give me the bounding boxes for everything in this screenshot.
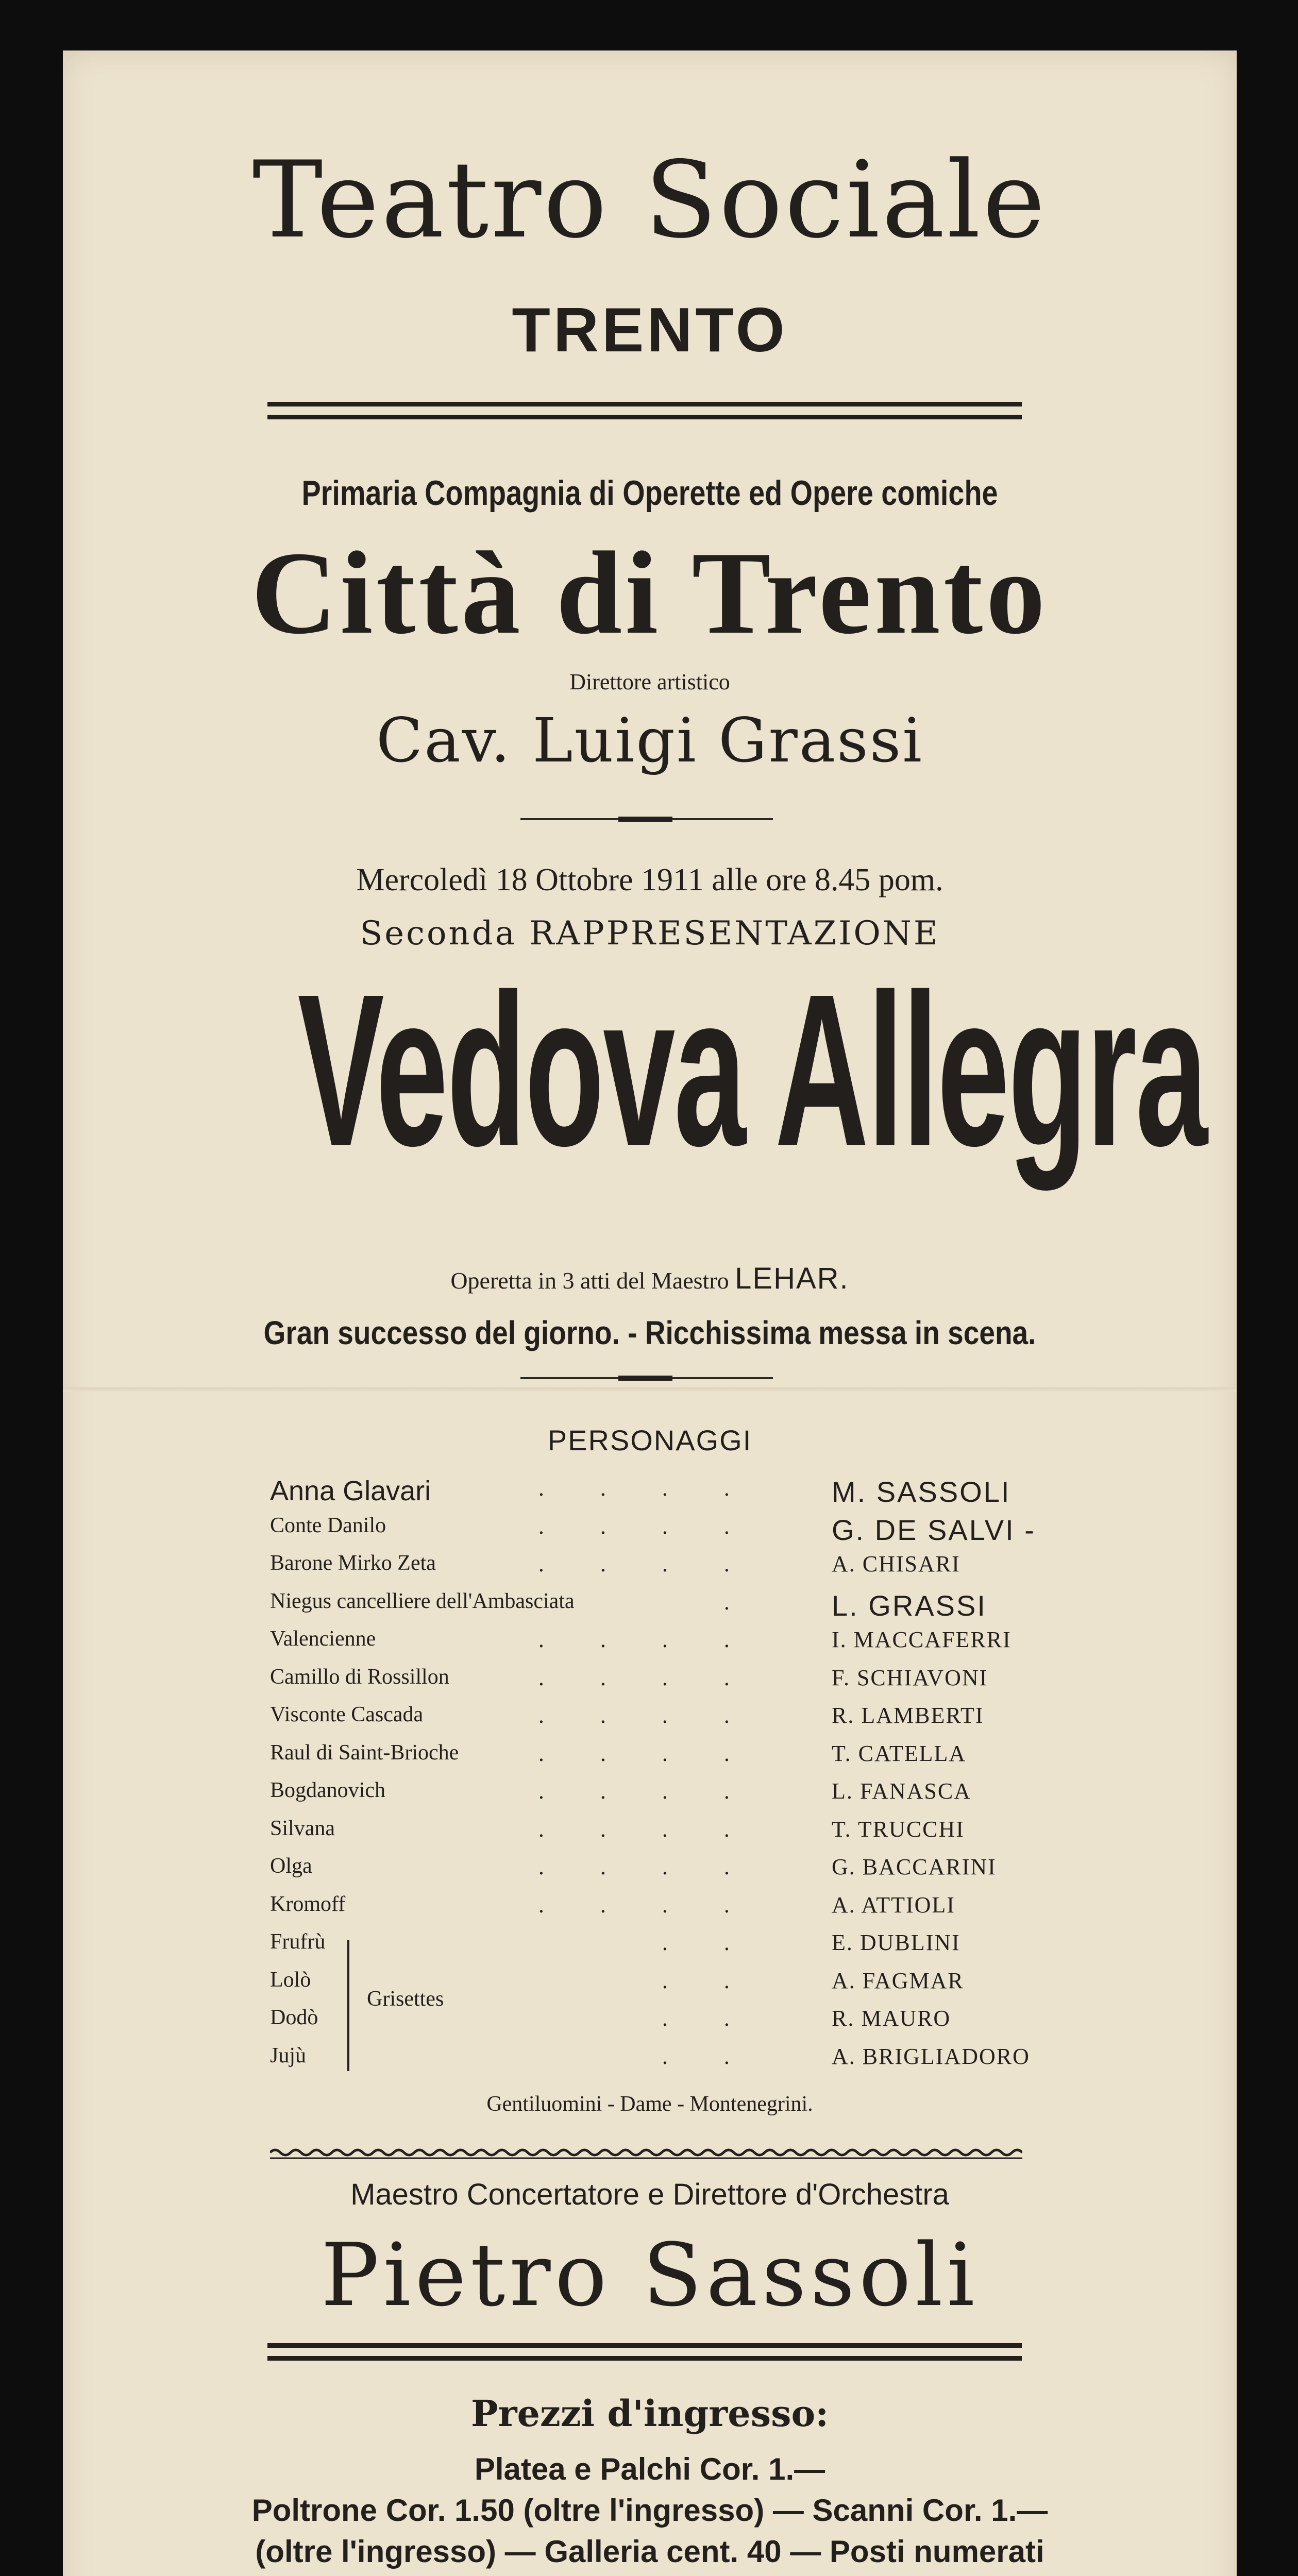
grisettes-label: Grisettes xyxy=(367,1987,444,2011)
cast-role: Dodò xyxy=(270,2006,318,2029)
ornament-rule-2 xyxy=(520,1377,773,1379)
cast-actor: A. FAGMAR xyxy=(832,1968,964,1993)
cast-role: Kromoff xyxy=(270,1892,346,1916)
cast-extras: Gentiluomini - Dame - Montenegrini. xyxy=(486,2092,813,2116)
cast-actor: E. DUBLINI xyxy=(832,1930,960,1955)
cast-role: Anna Glavari xyxy=(270,1476,431,1506)
double-rule-top xyxy=(267,402,1022,419)
cast-row: Lolò . . A. FAGMAR xyxy=(270,1968,964,1993)
cast-row: Conte Danilo . . . . G. DE SALVI - xyxy=(270,1514,1036,1546)
performance-number: Seconda RAPPRESENTAZIONE xyxy=(360,914,940,953)
cast-role: Niegus cancelliere dell'Ambasciata xyxy=(270,1589,575,1613)
cast-row: Kromoff . . . . A. ATTIOLI xyxy=(270,1892,955,1918)
grisettes-brace xyxy=(347,1940,358,2071)
cast-role: Conte Danilo xyxy=(270,1514,386,1537)
cast-row: Bogdanovich . . . . L. FANASCA xyxy=(270,1778,972,1804)
cast-actor: A. BRIGLIADORO xyxy=(832,2044,1030,2069)
show-subtitle-prefix: Operetta in 3 atti del Maestro xyxy=(450,1267,729,1294)
theatre-name: Teatro Sociale xyxy=(252,139,1048,262)
cast-row: Silvana . . . . T. TRUCCHI xyxy=(270,1817,965,1842)
company-tagline: Primaria Compagnia di Operette ed Opere comiche xyxy=(301,473,998,513)
cast-role: Jujù xyxy=(270,2044,307,2067)
cast-row: Niegus cancelliere dell'Ambasciata . L. GRASSI xyxy=(270,1589,987,1622)
poster-sheet xyxy=(63,50,1237,2576)
price-line: Poltrone Cor. 1.50 (oltre l'ingresso) — Scanni Cor. 1.— xyxy=(251,2493,1048,2528)
cast-actor: R. MAURO xyxy=(832,2006,951,2031)
cast-role: Silvana xyxy=(270,1817,335,1840)
show-subtitle xyxy=(63,1261,1237,1296)
cast-row: Dodò . . R. MAURO xyxy=(270,2006,951,2031)
cast-actor: A. ATTIOLI xyxy=(832,1892,955,1918)
cast-actor: F. SCHIAVONI xyxy=(832,1665,988,1690)
director-label: Direttore artistico xyxy=(569,669,730,694)
cast-actor: I. MACCAFERRI xyxy=(832,1627,1012,1652)
cast-row: Valencienne . . . . I. MACCAFERRI xyxy=(270,1627,1012,1652)
cast-actor: L. GRASSI xyxy=(832,1589,987,1622)
cast-row: Frufrù . . E. DUBLINI xyxy=(270,1930,960,1955)
cast-heading: PERSONAGGI xyxy=(547,1424,752,1456)
prices-heading: Prezzi d'ingresso: xyxy=(470,2392,829,2435)
cast-actor: R. LAMBERTI xyxy=(832,1703,984,1728)
cast-role: Visconte Cascada xyxy=(270,1703,424,1726)
cast-row: Camillo di Rossillon . . . . F. SCHIAVONI xyxy=(270,1665,988,1690)
show-tagline: Gran successo del giorno. - Ricchissima messa in scena. xyxy=(263,1314,1036,1351)
director-name: Cav. Luigi Grassi xyxy=(376,705,924,776)
cast-row: Barone Mirko Zeta . . . . A. CHISARI xyxy=(270,1551,960,1577)
cast-actor: L. FANASCA xyxy=(832,1778,972,1804)
price-line: Platea e Palchi Cor. 1.— xyxy=(474,2452,825,2486)
cast-row: Olga . . . . G. BACCARINI xyxy=(270,1854,997,1879)
cast-role: Barone Mirko Zeta xyxy=(270,1551,436,1575)
cast-role: Camillo di Rossillon xyxy=(270,1665,449,1689)
cast-actor: M. SASSOLI xyxy=(832,1476,1011,1508)
cast-row: Visconte Cascada . . . . R. LAMBERTI xyxy=(270,1703,984,1728)
cast-role: Frufrù xyxy=(270,1930,326,1954)
cast-role: Raul di Saint-Brioche xyxy=(270,1741,459,1765)
performance-date: Mercoledì 18 Ottobre 1911 alle ore 8.45 pom. xyxy=(356,862,943,897)
cast-role: Olga xyxy=(270,1854,312,1878)
price-line: (oltre l'ingresso) — Galleria cent. 40 — Posti numerati xyxy=(255,2534,1044,2569)
cast-actor: G. DE SALVI - xyxy=(832,1514,1036,1546)
conductor-name: Pietro Sassoli xyxy=(321,2225,979,2326)
cast-actor: G. BACCARINI xyxy=(832,1854,997,1879)
cast-role: Valencienne xyxy=(270,1627,376,1651)
cast-role: Lolò xyxy=(270,1968,311,1992)
composer: LEHAR. xyxy=(735,1262,849,1295)
fold-line xyxy=(63,1387,1237,1392)
cast-actor: T. TRUCCHI xyxy=(832,1817,965,1842)
double-rule-bottom xyxy=(267,2343,1022,2361)
cast-actor: T. CATELLA xyxy=(832,1741,967,1766)
wavy-rule xyxy=(270,2145,1022,2160)
cast-row: Anna Glavari . . . . M. SASSOLI xyxy=(270,1476,1011,1508)
theatre-city: TRENTO xyxy=(512,295,788,365)
conductor-label: Maestro Concertatore e Direttore d'Orchestra xyxy=(350,2178,949,2211)
cast-role: Bogdanovich xyxy=(270,1778,385,1802)
cast-actor: A. CHISARI xyxy=(832,1551,960,1577)
ornament-rule xyxy=(520,818,773,820)
cast-row: Jujù . . A. BRIGLIADORO xyxy=(270,2044,1030,2069)
show-title: Vedova Allegra xyxy=(297,950,1207,1191)
cast-row: Raul di Saint-Brioche . . . . T. CATELLA xyxy=(270,1741,967,1766)
company-name: Città di Trento xyxy=(251,527,1049,658)
